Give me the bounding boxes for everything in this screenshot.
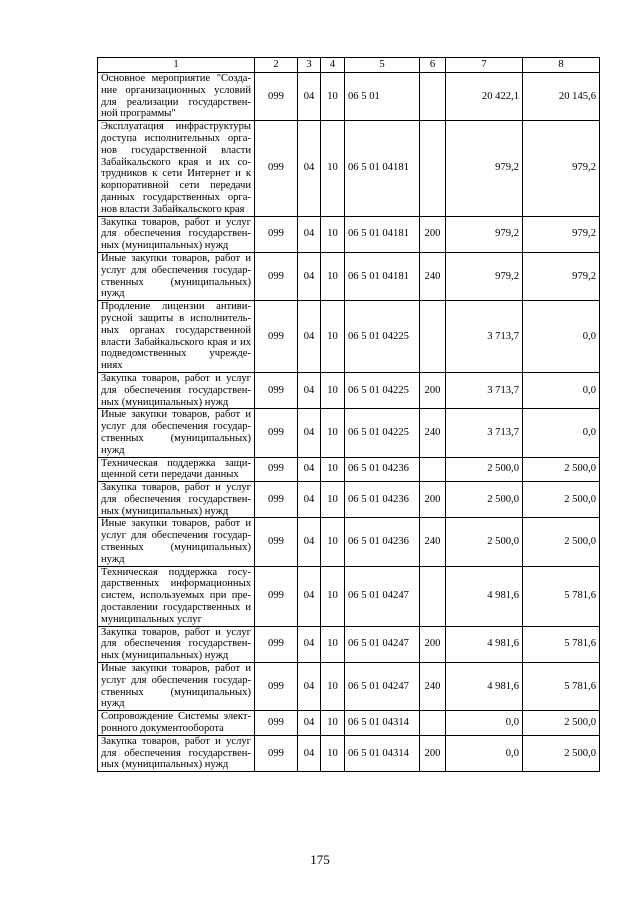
cell-subsection: 10 bbox=[321, 482, 345, 518]
cell-subsection: 10 bbox=[321, 73, 345, 121]
cell-ministry: 099 bbox=[255, 372, 298, 408]
cell-expense-type: 200 bbox=[420, 482, 446, 518]
cell-ministry: 099 bbox=[255, 216, 298, 252]
cell-amount-2: 5 781,6 bbox=[523, 626, 600, 662]
row-name: Сопровождение Системы элект-ронного документооборота bbox=[98, 711, 255, 736]
cell-amount-1: 2 500,0 bbox=[446, 457, 523, 482]
cell-subsection: 10 bbox=[321, 409, 345, 457]
cell-amount-1: 4 981,6 bbox=[446, 663, 523, 711]
cell-section: 04 bbox=[298, 73, 321, 121]
column-header: 7 bbox=[446, 58, 523, 73]
cell-amount-2: 979,2 bbox=[523, 252, 600, 300]
cell-expense-type: 200 bbox=[420, 735, 446, 771]
column-header: 8 bbox=[523, 58, 600, 73]
cell-amount-2: 5 781,6 bbox=[523, 566, 600, 626]
table-row bbox=[98, 626, 600, 662]
cell-amount-1: 20 422,1 bbox=[446, 73, 523, 121]
cell-ministry: 099 bbox=[255, 73, 298, 121]
cell-ministry: 099 bbox=[255, 518, 298, 566]
cell-amount-2: 979,2 bbox=[523, 121, 600, 216]
table-row bbox=[98, 216, 600, 252]
cell-subsection: 10 bbox=[321, 216, 345, 252]
cell-section: 04 bbox=[298, 482, 321, 518]
cell-expense-type: 200 bbox=[420, 216, 446, 252]
cell-target-article: 06 5 01 04247 bbox=[345, 626, 420, 662]
cell-expense-type: 200 bbox=[420, 372, 446, 408]
cell-expense-type: 240 bbox=[420, 409, 446, 457]
column-header: 3 bbox=[298, 58, 321, 73]
table-row bbox=[98, 121, 600, 216]
row-name: Техническая поддержка защи-щенной сети передачи данных bbox=[98, 457, 255, 482]
cell-subsection: 10 bbox=[321, 626, 345, 662]
cell-subsection: 10 bbox=[321, 735, 345, 771]
cell-ministry: 099 bbox=[255, 121, 298, 216]
cell-section: 04 bbox=[298, 711, 321, 736]
cell-section: 04 bbox=[298, 566, 321, 626]
row-name: Иные закупки товаров, работ и услуг для обеспечения государ-ственных (муниципальных) нужд bbox=[98, 518, 255, 566]
cell-amount-1: 3 713,7 bbox=[446, 409, 523, 457]
table-row bbox=[98, 735, 600, 771]
cell-amount-1: 4 981,6 bbox=[446, 626, 523, 662]
cell-ministry: 099 bbox=[255, 252, 298, 300]
cell-expense-type bbox=[420, 711, 446, 736]
cell-target-article: 06 5 01 04236 bbox=[345, 457, 420, 482]
budget-table bbox=[97, 57, 600, 772]
column-header: 4 bbox=[321, 58, 345, 73]
cell-amount-2: 2 500,0 bbox=[523, 711, 600, 736]
cell-ministry: 099 bbox=[255, 457, 298, 482]
row-name: Иные закупки товаров, работ и услуг для обеспечения государ-ственных (муниципальных) нужд bbox=[98, 663, 255, 711]
cell-target-article: 06 5 01 04225 bbox=[345, 409, 420, 457]
cell-amount-1: 0,0 bbox=[446, 711, 523, 736]
table-row bbox=[98, 409, 600, 457]
budget-table-container bbox=[97, 57, 599, 772]
table-row bbox=[98, 711, 600, 736]
cell-amount-2: 0,0 bbox=[523, 301, 600, 373]
cell-amount-2: 0,0 bbox=[523, 409, 600, 457]
cell-target-article: 06 5 01 04225 bbox=[345, 301, 420, 373]
row-name: Основное мероприятие "Созда-ние организационных условий для реализации государствен-ной программы" bbox=[98, 73, 255, 121]
cell-expense-type: 200 bbox=[420, 626, 446, 662]
cell-subsection: 10 bbox=[321, 566, 345, 626]
cell-section: 04 bbox=[298, 121, 321, 216]
cell-subsection: 10 bbox=[321, 252, 345, 300]
cell-subsection: 10 bbox=[321, 301, 345, 373]
cell-amount-1: 4 981,6 bbox=[446, 566, 523, 626]
cell-amount-2: 2 500,0 bbox=[523, 482, 600, 518]
row-name: Закупка товаров, работ и услуг для обеспечения государствен-ных (муниципальных) нужд bbox=[98, 482, 255, 518]
cell-ministry: 099 bbox=[255, 301, 298, 373]
column-header: 2 bbox=[255, 58, 298, 73]
cell-section: 04 bbox=[298, 372, 321, 408]
table-row bbox=[98, 663, 600, 711]
cell-target-article: 06 5 01 04314 bbox=[345, 711, 420, 736]
column-header: 1 bbox=[98, 58, 255, 73]
cell-section: 04 bbox=[298, 252, 321, 300]
table-row bbox=[98, 252, 600, 300]
cell-target-article: 06 5 01 04181 bbox=[345, 121, 420, 216]
row-name: Эксплуатация инфраструктуры доступа исполнительных орга-нов государственной власти Забайкальского края и их со-трудников к сети Интернет и к корпоративной сети передачи данных государственных орга-нов власти Забайкальского края bbox=[98, 121, 255, 216]
cell-amount-1: 979,2 bbox=[446, 121, 523, 216]
cell-amount-2: 2 500,0 bbox=[523, 735, 600, 771]
table-row bbox=[98, 301, 600, 373]
cell-target-article: 06 5 01 04314 bbox=[345, 735, 420, 771]
header-row bbox=[98, 58, 600, 73]
cell-amount-1: 979,2 bbox=[446, 216, 523, 252]
row-name: Закупка товаров, работ и услуг для обеспечения государствен-ных (муниципальных) нужд bbox=[98, 216, 255, 252]
table-row bbox=[98, 518, 600, 566]
row-name: Продление лицензии антиви-русной защиты в исполнитель-ных органах государственной власти Забайкальского края и их подведомственных учрежде-ниях bbox=[98, 301, 255, 373]
cell-subsection: 10 bbox=[321, 711, 345, 736]
row-name: Техническая поддержка госу-дарственных информационных систем, используемых при пре-доставлении государственных и муниципальных услуг bbox=[98, 566, 255, 626]
row-name: Иные закупки товаров, работ и услуг для обеспечения государ-ственных (муниципальных) нужд bbox=[98, 252, 255, 300]
row-name: Иные закупки товаров, работ и услуг для обеспечения государ-ственных (муниципальных) нужд bbox=[98, 409, 255, 457]
cell-expense-type: 240 bbox=[420, 518, 446, 566]
cell-amount-1: 2 500,0 bbox=[446, 482, 523, 518]
cell-target-article: 06 5 01 04181 bbox=[345, 252, 420, 300]
column-header: 6 bbox=[420, 58, 446, 73]
cell-amount-1: 3 713,7 bbox=[446, 301, 523, 373]
cell-ministry: 099 bbox=[255, 711, 298, 736]
cell-expense-type bbox=[420, 121, 446, 216]
cell-amount-1: 0,0 bbox=[446, 735, 523, 771]
cell-target-article: 06 5 01 bbox=[345, 73, 420, 121]
table-row bbox=[98, 566, 600, 626]
cell-target-article: 06 5 01 04247 bbox=[345, 663, 420, 711]
row-name: Закупка товаров, работ и услуг для обеспечения государствен-ных (муниципальных) нужд bbox=[98, 626, 255, 662]
cell-section: 04 bbox=[298, 457, 321, 482]
row-name: Закупка товаров, работ и услуг для обеспечения государствен-ных (муниципальных) нужд bbox=[98, 735, 255, 771]
cell-target-article: 06 5 01 04181 bbox=[345, 216, 420, 252]
cell-ministry: 099 bbox=[255, 735, 298, 771]
cell-ministry: 099 bbox=[255, 663, 298, 711]
cell-subsection: 10 bbox=[321, 518, 345, 566]
cell-ministry: 099 bbox=[255, 409, 298, 457]
cell-subsection: 10 bbox=[321, 457, 345, 482]
cell-expense-type: 240 bbox=[420, 663, 446, 711]
cell-amount-2: 0,0 bbox=[523, 372, 600, 408]
cell-section: 04 bbox=[298, 409, 321, 457]
cell-amount-2: 2 500,0 bbox=[523, 518, 600, 566]
cell-section: 04 bbox=[298, 735, 321, 771]
cell-target-article: 06 5 01 04236 bbox=[345, 482, 420, 518]
cell-subsection: 10 bbox=[321, 121, 345, 216]
table-row bbox=[98, 482, 600, 518]
page-number: 175 bbox=[310, 852, 330, 867]
column-header: 5 bbox=[345, 58, 420, 73]
table-row bbox=[98, 372, 600, 408]
cell-amount-2: 2 500,0 bbox=[523, 457, 600, 482]
cell-section: 04 bbox=[298, 518, 321, 566]
table-row bbox=[98, 73, 600, 121]
row-name: Закупка товаров, работ и услуг для обеспечения государствен-ных (муниципальных) нужд bbox=[98, 372, 255, 408]
cell-expense-type bbox=[420, 73, 446, 121]
cell-amount-1: 3 713,7 bbox=[446, 372, 523, 408]
cell-expense-type bbox=[420, 457, 446, 482]
cell-expense-type bbox=[420, 566, 446, 626]
cell-target-article: 06 5 01 04236 bbox=[345, 518, 420, 566]
cell-amount-1: 979,2 bbox=[446, 252, 523, 300]
cell-ministry: 099 bbox=[255, 566, 298, 626]
cell-amount-2: 5 781,6 bbox=[523, 663, 600, 711]
cell-section: 04 bbox=[298, 216, 321, 252]
cell-section: 04 bbox=[298, 626, 321, 662]
cell-section: 04 bbox=[298, 301, 321, 373]
cell-amount-2: 979,2 bbox=[523, 216, 600, 252]
cell-target-article: 06 5 01 04225 bbox=[345, 372, 420, 408]
cell-ministry: 099 bbox=[255, 626, 298, 662]
cell-subsection: 10 bbox=[321, 372, 345, 408]
table-row bbox=[98, 457, 600, 482]
cell-amount-1: 2 500,0 bbox=[446, 518, 523, 566]
cell-expense-type: 240 bbox=[420, 252, 446, 300]
cell-amount-2: 20 145,6 bbox=[523, 73, 600, 121]
cell-subsection: 10 bbox=[321, 663, 345, 711]
cell-section: 04 bbox=[298, 663, 321, 711]
cell-ministry: 099 bbox=[255, 482, 298, 518]
cell-target-article: 06 5 01 04247 bbox=[345, 566, 420, 626]
cell-expense-type bbox=[420, 301, 446, 373]
